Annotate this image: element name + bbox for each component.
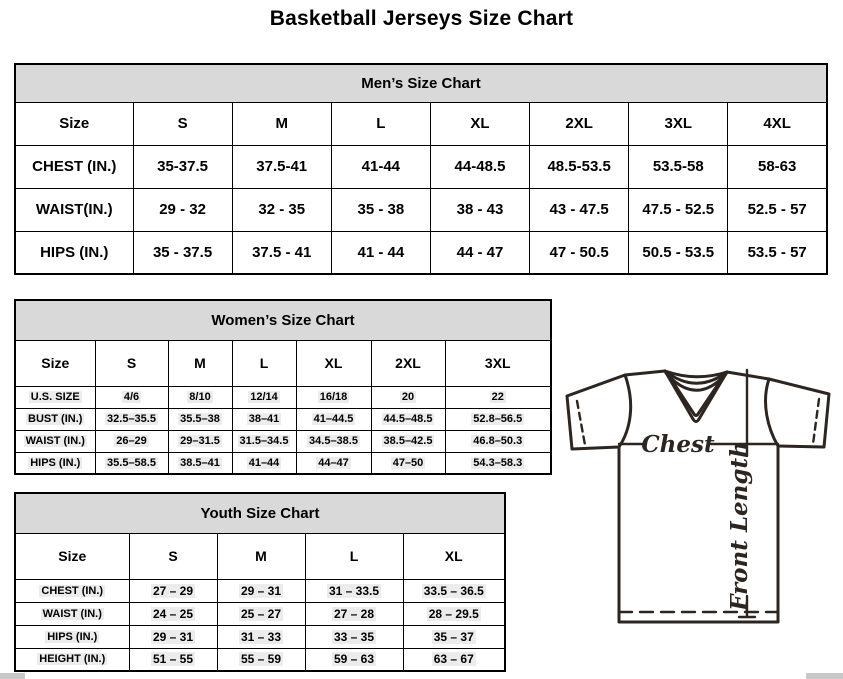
size-column-label: Size	[15, 340, 95, 386]
table-row	[15, 430, 551, 452]
table-cell	[403, 602, 505, 625]
table-cell	[728, 231, 827, 274]
chest-measure-line	[619, 431, 778, 458]
cell-value: 44.5–48.5	[383, 413, 433, 425]
row-label	[15, 231, 133, 274]
cell-value: 37.5 - 41	[252, 243, 312, 261]
mens-size-header-row	[15, 102, 827, 145]
table-cell	[217, 602, 305, 625]
cell-value: 41-44	[361, 158, 401, 175]
row-label-text: BUST (IN.)	[28, 413, 83, 425]
row-label-text: WAIST(IN.)	[35, 201, 113, 218]
mens-table-title-row	[15, 64, 827, 102]
table-cell	[232, 386, 296, 408]
table-cell	[95, 408, 168, 430]
cell-value: 41 - 44	[357, 243, 405, 261]
left-cuff-dashed-line	[577, 401, 585, 445]
table-cell	[232, 188, 331, 231]
cell-value: 29 - 32	[159, 201, 206, 218]
cell-value: 25 – 27	[240, 606, 282, 621]
table-cell	[217, 579, 305, 602]
row-label-text: HEIGHT (IN.)	[39, 653, 106, 666]
cell-value: 37.5-41	[256, 158, 308, 175]
row-label	[15, 602, 129, 625]
table-cell	[217, 625, 305, 648]
h-scrollbar-fragment-left[interactable]	[0, 673, 25, 679]
table-cell	[232, 408, 296, 430]
size-column-label: Size	[15, 533, 129, 579]
row-label	[15, 579, 129, 602]
cell-value: 51 – 55	[152, 652, 194, 667]
cell-value: 29 – 31	[152, 629, 194, 644]
table-row	[15, 625, 505, 648]
cell-value: 59 – 63	[333, 652, 375, 667]
cell-value: 12/14	[250, 391, 278, 403]
row-label	[15, 145, 133, 188]
row-label-text: HIPS (IN.)	[47, 630, 98, 643]
row-label	[15, 408, 95, 430]
table-cell	[530, 231, 629, 274]
cell-value: 46.8–50.3	[473, 435, 523, 447]
size-header: XL	[430, 102, 529, 145]
table-cell	[95, 386, 168, 408]
cell-value: 54.3–58.3	[473, 456, 523, 469]
cell-value: 58-63	[757, 158, 797, 175]
row-label-text: HIPS (IN.)	[30, 456, 81, 469]
size-header: 4XL	[728, 102, 827, 145]
table-cell	[129, 648, 217, 671]
table-cell	[168, 408, 232, 430]
table-cell	[305, 648, 403, 671]
table-cell	[133, 145, 232, 188]
table-cell	[530, 188, 629, 231]
size-header: S	[129, 533, 217, 579]
table-cell	[371, 386, 445, 408]
table-cell	[371, 408, 445, 430]
table-cell	[217, 648, 305, 671]
table-cell	[445, 386, 551, 408]
row-label-text: CHEST (IN.)	[32, 158, 117, 175]
page-title: Basketball Jerseys Size Chart	[269, 7, 574, 30]
jersey-right-sleeve	[766, 379, 829, 447]
cell-value: 28 – 29.5	[428, 606, 479, 621]
table-cell	[445, 452, 551, 474]
table-cell	[232, 452, 296, 474]
front-length-label: Front Length	[726, 441, 753, 611]
row-label	[15, 625, 129, 648]
cell-value: 24 – 25	[152, 606, 194, 621]
table-cell	[728, 145, 827, 188]
cell-value: 44-48.5	[454, 158, 506, 175]
table-cell	[133, 188, 232, 231]
cell-value: 47–50	[392, 456, 424, 469]
cell-value: 29 – 31	[240, 583, 282, 598]
cell-value: 63 – 67	[433, 652, 474, 667]
cell-value: 55 – 59	[240, 652, 282, 667]
table-cell	[168, 430, 232, 452]
cell-value: 33.5 – 36.5	[423, 583, 484, 598]
mens-size-table	[14, 63, 828, 275]
table-cell	[168, 452, 232, 474]
cell-value: 52.5 - 57	[747, 201, 807, 218]
row-label-text: WAIST (IN.)	[42, 607, 102, 620]
table-cell	[430, 231, 529, 274]
size-header: S	[133, 102, 232, 145]
table-cell	[331, 231, 430, 274]
mens-table-title: Men’s Size Chart	[15, 64, 827, 102]
table-cell	[629, 145, 728, 188]
cell-value: 38.5–41	[180, 456, 220, 469]
size-header: L	[331, 102, 430, 145]
cell-value: 31.5–34.5	[239, 435, 289, 447]
row-label	[15, 386, 95, 408]
table-cell	[331, 145, 430, 188]
womens-table-title: Women’s Size Chart	[15, 300, 551, 340]
table-cell	[403, 579, 505, 602]
cell-value: 34.5–38.5	[309, 435, 358, 447]
table-cell	[530, 145, 629, 188]
table-row	[15, 408, 551, 430]
row-label-text: HIPS (IN.)	[40, 243, 109, 261]
table-cell	[403, 625, 505, 648]
table-row	[15, 386, 551, 408]
table-cell	[629, 231, 728, 274]
table-row	[15, 602, 505, 625]
size-header: XL	[296, 340, 371, 386]
size-header: M	[168, 340, 232, 386]
size-column-label: Size	[15, 102, 133, 145]
cell-value: 20	[401, 391, 415, 403]
table-cell	[331, 188, 430, 231]
cell-value: 31 – 33	[240, 629, 282, 644]
table-cell	[129, 579, 217, 602]
table-cell	[445, 408, 551, 430]
cell-value: 32 - 35	[258, 201, 306, 218]
table-cell	[232, 145, 331, 188]
table-cell	[305, 579, 403, 602]
size-header: 3XL	[629, 102, 728, 145]
right-cuff-dashed-line	[813, 399, 819, 444]
youth-table-title: Youth Size Chart	[15, 493, 505, 533]
table-cell	[371, 452, 445, 474]
jersey-collar	[665, 371, 727, 422]
womens-table-title-row	[15, 300, 551, 340]
table-cell	[129, 602, 217, 625]
table-cell	[445, 430, 551, 452]
cell-value: 47 - 50.5	[549, 243, 609, 261]
table-cell	[168, 386, 232, 408]
table-cell	[305, 625, 403, 648]
row-label	[15, 188, 133, 231]
h-scrollbar-fragment-right[interactable]	[806, 673, 843, 679]
table-cell	[430, 188, 529, 231]
table-row	[15, 188, 827, 231]
cell-value: 50.5 - 53.5	[642, 243, 715, 261]
size-header: L	[305, 533, 403, 579]
size-header: 2XL	[371, 340, 445, 386]
cell-value: 38 - 43	[456, 201, 504, 218]
table-row	[15, 579, 505, 602]
table-cell	[296, 452, 371, 474]
table-cell	[305, 602, 403, 625]
cell-value: 35-37.5	[157, 158, 208, 175]
table-cell	[728, 188, 827, 231]
cell-value: 43 - 47.5	[549, 201, 609, 218]
table-cell	[232, 231, 331, 274]
table-cell	[95, 430, 168, 452]
cell-value: 4/6	[123, 391, 140, 403]
size-header: 3XL	[445, 340, 551, 386]
jersey-diagram	[555, 355, 839, 631]
size-header: XL	[403, 533, 505, 579]
size-header: M	[232, 102, 331, 145]
cell-value: 35 - 38	[357, 201, 405, 218]
cell-value: 8/10	[189, 391, 211, 403]
cell-value: 38.5–42.5	[383, 435, 433, 447]
cell-value: 22	[491, 391, 504, 403]
cell-value: 38–41	[248, 413, 280, 425]
row-label	[15, 430, 95, 452]
table-cell	[296, 430, 371, 452]
cell-value: 47.5 - 52.5	[642, 201, 715, 218]
cell-value: 33 – 35	[333, 629, 375, 644]
row-label	[15, 452, 95, 474]
cell-value: 32.5–35.5	[107, 413, 156, 425]
cell-value: 31 – 33.5	[328, 583, 380, 598]
row-label-text: WAIST (IN.)	[25, 435, 85, 447]
cell-value: 27 – 29	[152, 583, 194, 598]
cell-value: 53.5 - 57	[747, 243, 807, 261]
table-cell	[129, 625, 217, 648]
table-cell	[296, 408, 371, 430]
table-cell	[296, 386, 371, 408]
table-row	[15, 231, 827, 274]
cell-value: 52.8–56.5	[473, 413, 523, 425]
womens-size-table	[14, 299, 552, 475]
cell-value: 26–29	[116, 435, 147, 447]
cell-value: 48.5-53.5	[547, 158, 611, 175]
cell-value: 35 - 37.5	[152, 243, 213, 261]
cell-value: 35.5–58.5	[107, 456, 156, 469]
cell-value: 53.5-58	[652, 158, 704, 175]
front-length-measure-line	[726, 370, 755, 617]
table-row	[15, 452, 551, 474]
chest-label: Chest	[641, 431, 715, 458]
womens-size-header-row	[15, 340, 551, 386]
table-cell	[629, 188, 728, 231]
table-row	[15, 145, 827, 188]
size-header: M	[217, 533, 305, 579]
cell-value: 44 - 47	[456, 243, 504, 261]
table-cell	[430, 145, 529, 188]
youth-size-header-row	[15, 533, 505, 579]
table-cell	[371, 430, 445, 452]
youth-size-table	[14, 492, 506, 672]
youth-table-title-row	[15, 493, 505, 533]
row-label	[15, 648, 129, 671]
size-header: 2XL	[530, 102, 629, 145]
cell-value: 35 – 37	[433, 629, 474, 644]
jersey-left-sleeve	[567, 375, 631, 449]
cell-value: 16/18	[319, 391, 348, 403]
cell-value: 29–31.5	[180, 435, 220, 447]
row-label-text: U.S. SIZE	[30, 391, 80, 403]
table-cell	[133, 231, 232, 274]
size-header: S	[95, 340, 168, 386]
cell-value: 35.5–38	[180, 413, 220, 425]
row-label-text: CHEST (IN.)	[41, 584, 104, 597]
table-cell	[232, 430, 296, 452]
cell-value: 41–44	[248, 456, 280, 469]
table-cell	[403, 648, 505, 671]
jersey-body	[619, 371, 778, 622]
table-cell	[95, 452, 168, 474]
cell-value: 27 – 28	[333, 606, 375, 621]
cell-value: 41–44.5	[313, 413, 354, 425]
table-row	[15, 648, 505, 671]
cell-value: 44–47	[318, 456, 349, 469]
size-header: L	[232, 340, 296, 386]
